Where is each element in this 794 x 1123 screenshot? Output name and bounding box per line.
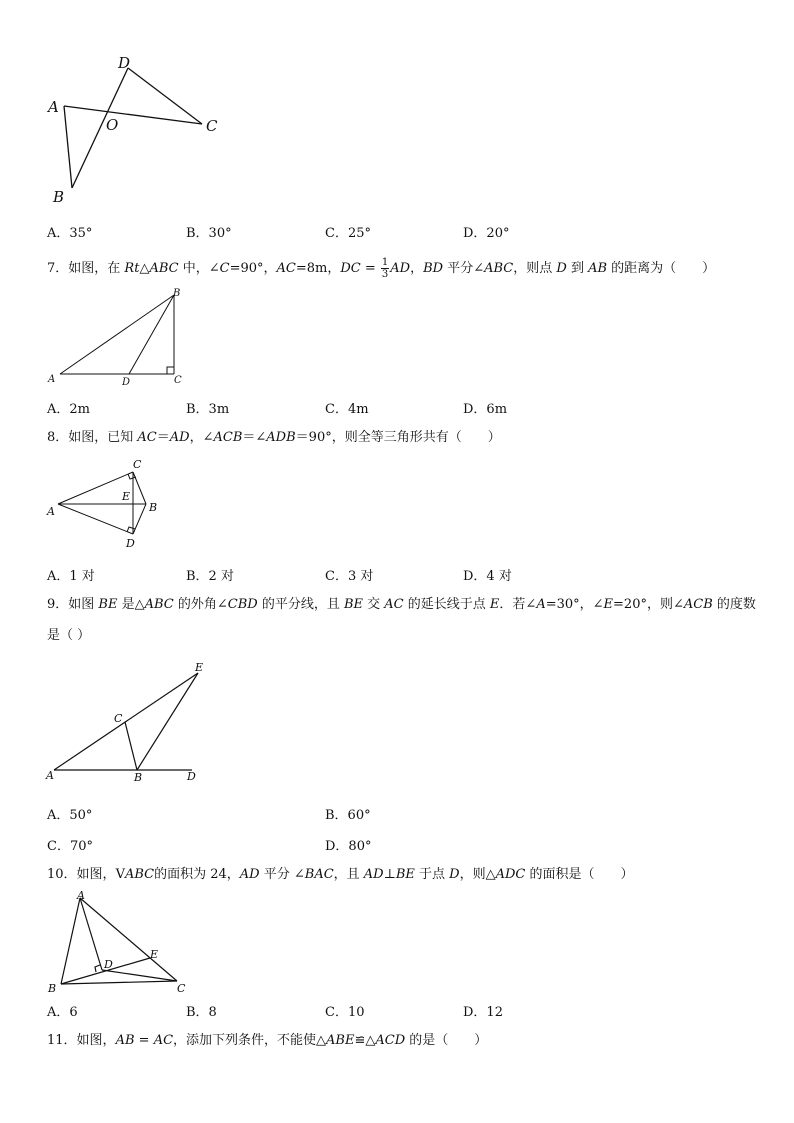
label-d: D [126, 537, 135, 550]
q7-number: 7． [47, 261, 69, 276]
label-b: B [48, 982, 57, 995]
q8-option-a[interactable]: A．1 对 [47, 569, 95, 584]
question-9-line-2: 是（ ） [47, 628, 91, 643]
q7-text: 中，∠ [178, 261, 220, 276]
q10-option-a[interactable]: A．6 [47, 1005, 78, 1020]
q9-text: 的平分线，且 [257, 597, 344, 612]
q7-bd: BD [423, 261, 444, 276]
q8-text: 如图，已知 [68, 430, 138, 445]
q8-adb: ADB [266, 430, 296, 445]
q9-text: 的外角∠ [173, 597, 228, 612]
q10-triangle-symbol: V [115, 867, 125, 882]
q7-fraction-numerator: 1 [381, 257, 389, 268]
label-b: B [134, 771, 143, 784]
question-10 [47, 866, 634, 884]
q9-option-b[interactable]: B．60° [325, 808, 371, 823]
q10-text: ，且 [333, 867, 364, 882]
label-c: C [174, 375, 182, 386]
q6-option-a[interactable]: A．35° [47, 226, 93, 241]
q9-text: ．若∠ [499, 597, 537, 612]
q10-be: BE [395, 867, 415, 882]
segment-ab [61, 898, 80, 984]
q7-text: =8m， [295, 261, 341, 276]
q11-number: 11． [47, 1033, 77, 1048]
q7-text: =90°， [229, 261, 277, 276]
figure-q9 [40, 655, 220, 790]
segment-ba [60, 295, 174, 374]
label-c: C [133, 458, 142, 471]
question-9-line-1 [47, 596, 756, 614]
q10-bac: BAC [304, 867, 334, 882]
figure-q7 [40, 283, 200, 388]
q7-rt: Rt [124, 261, 140, 276]
q10-ad: AD [363, 867, 384, 882]
q9-option-c[interactable]: C．70° [47, 839, 93, 854]
q7-d: D [556, 261, 567, 276]
q8-option-b[interactable]: B．2 对 [186, 569, 234, 584]
q8-option-c[interactable]: C．3 对 [325, 569, 374, 584]
segment-be [137, 673, 198, 770]
q9-text: =30°，∠ [545, 597, 604, 612]
q11-text: 如图， [76, 1033, 116, 1048]
q10-text: 于点 [414, 867, 450, 882]
q7-option-c[interactable]: C．4m [325, 402, 369, 417]
q7-option-d[interactable]: D．6m [463, 402, 508, 417]
label-c: C [114, 712, 123, 725]
label-d: D [104, 958, 113, 971]
question-7 [47, 257, 715, 280]
q8-ad: AD [169, 430, 190, 445]
q10-text: 平分 ∠ [259, 867, 305, 882]
label-c: C [177, 982, 186, 995]
q10-text: ，则△ [459, 867, 496, 882]
q9-abc: ABC [144, 597, 174, 612]
q9-e: E [603, 597, 614, 612]
q8-number: 8． [47, 430, 69, 445]
segment-ad [58, 504, 133, 534]
segment-cb [133, 472, 146, 504]
label-b: B [173, 288, 181, 299]
q7-text: 平分∠ [443, 261, 485, 276]
q9-be: BE [343, 597, 364, 612]
segment-bd [72, 68, 128, 188]
segment-ad [80, 898, 102, 970]
label-e: E [150, 948, 159, 961]
q9-text: 如图 [68, 597, 99, 612]
label-c: C [206, 117, 218, 135]
segment-ac [80, 898, 177, 981]
figure-q6 [40, 50, 240, 210]
q9-cbd: CBD [227, 597, 258, 612]
q10-option-d[interactable]: D．12 [463, 1005, 503, 1020]
label-e: E [122, 490, 131, 503]
q6-option-c[interactable]: C．25° [325, 226, 371, 241]
q10-number: 10． [47, 867, 77, 882]
q11-congruent: ≌ [354, 1033, 366, 1048]
q10-ad: AD [239, 867, 260, 882]
label-a: A [47, 505, 55, 518]
segment-db [133, 504, 146, 534]
q10-d: D [449, 867, 460, 882]
q8-text: ，∠ [189, 430, 214, 445]
q11-triangle: △ [365, 1033, 376, 1048]
q8-option-d[interactable]: D．4 对 [463, 569, 512, 584]
q7-c: C [219, 261, 230, 276]
q7-abc: ABC [484, 261, 514, 276]
segment-cb [125, 722, 137, 770]
q7-fraction-denominator: 3 [381, 269, 389, 280]
label-a: A [46, 769, 54, 782]
q7-triangle: △ [139, 261, 150, 276]
q9-option-a[interactable]: A．50° [47, 808, 93, 823]
label-o: O [106, 116, 119, 134]
q7-ab: AB [588, 261, 608, 276]
q11-equals: = [134, 1033, 154, 1048]
q9-text: 的延长线于点 [403, 597, 490, 612]
q9-a: A [536, 597, 546, 612]
right-angle-mark [167, 367, 174, 374]
segment-ab [64, 106, 72, 188]
q11-text: 的是（ ） [405, 1033, 488, 1048]
label-e: E [195, 661, 204, 674]
q11-abe: ABE [326, 1033, 355, 1048]
label-d: D [187, 770, 196, 783]
q10-perp: ⊥ [383, 867, 396, 882]
label-a: A [48, 374, 56, 385]
q7-abc: ABC [149, 261, 179, 276]
q7-dc: DC [340, 261, 361, 276]
q9-ac: AC [384, 597, 404, 612]
q7-option-b[interactable]: B．3m [186, 402, 230, 417]
q8-text: ＝90°，则全等三角形共有（ ） [295, 430, 501, 445]
q10-abc: ABC [124, 867, 155, 882]
q8-text: ＝∠ [242, 430, 267, 445]
q7-text: ， [410, 261, 424, 276]
segment-ae [54, 673, 198, 770]
q7-text: ，则点 [513, 261, 557, 276]
q11-ac: AC [153, 1033, 174, 1048]
q11-text: ，添加下列条件，不能使△ [173, 1033, 327, 1048]
q10-option-c[interactable]: C．10 [325, 1005, 365, 1020]
q10-adc: ADC [495, 867, 526, 882]
label-b: B [149, 501, 158, 514]
q10-option-b[interactable]: B．8 [186, 1005, 217, 1020]
segment-bc [61, 981, 177, 984]
q9-be: BE [98, 597, 118, 612]
q9-acb: ACB [683, 597, 713, 612]
right-angle-mark [95, 965, 100, 972]
q9-text: =20°，则∠ [613, 597, 684, 612]
q8-text: ＝ [156, 430, 170, 445]
q7-text: 的距离为（ ） [607, 261, 716, 276]
q9-text: 的度数 [712, 597, 756, 612]
label-d: D [122, 377, 131, 388]
q7-option-a[interactable]: A．2m [47, 402, 90, 417]
q9-text: 是△ [117, 597, 145, 612]
q9-number: 9． [47, 597, 69, 612]
question-11 [47, 1032, 487, 1050]
figure-q8 [40, 455, 170, 555]
q10-text: 的面积为 24， [154, 867, 240, 882]
figure-q10 [40, 888, 200, 998]
q6-option-d[interactable]: D．20° [463, 226, 510, 241]
q7-fraction [381, 257, 389, 280]
q11-ab: AB [115, 1033, 135, 1048]
q10-text: 的面积是（ ） [525, 867, 634, 882]
q8-acb: ACB [213, 430, 243, 445]
question-8 [47, 429, 501, 447]
q7-text: 如图，在 [68, 261, 125, 276]
q6-option-b[interactable]: B．30° [186, 226, 232, 241]
q7-text: 到 [566, 261, 589, 276]
label-a: A [77, 889, 85, 902]
q9-option-d[interactable]: D．80° [325, 839, 372, 854]
q7-ad: AD [390, 261, 411, 276]
q11-acd: ACD [375, 1033, 406, 1048]
q8-ac: AC [137, 430, 157, 445]
label-a: A [48, 98, 59, 116]
label-d: D [118, 54, 131, 72]
q7-equals: = [360, 261, 380, 276]
label-b: B [53, 188, 65, 206]
q10-text: 如图， [76, 867, 116, 882]
q9-e: E [489, 597, 500, 612]
q7-ac: AC [276, 261, 296, 276]
segment-bd [129, 295, 174, 374]
q9-text: 交 [363, 597, 385, 612]
